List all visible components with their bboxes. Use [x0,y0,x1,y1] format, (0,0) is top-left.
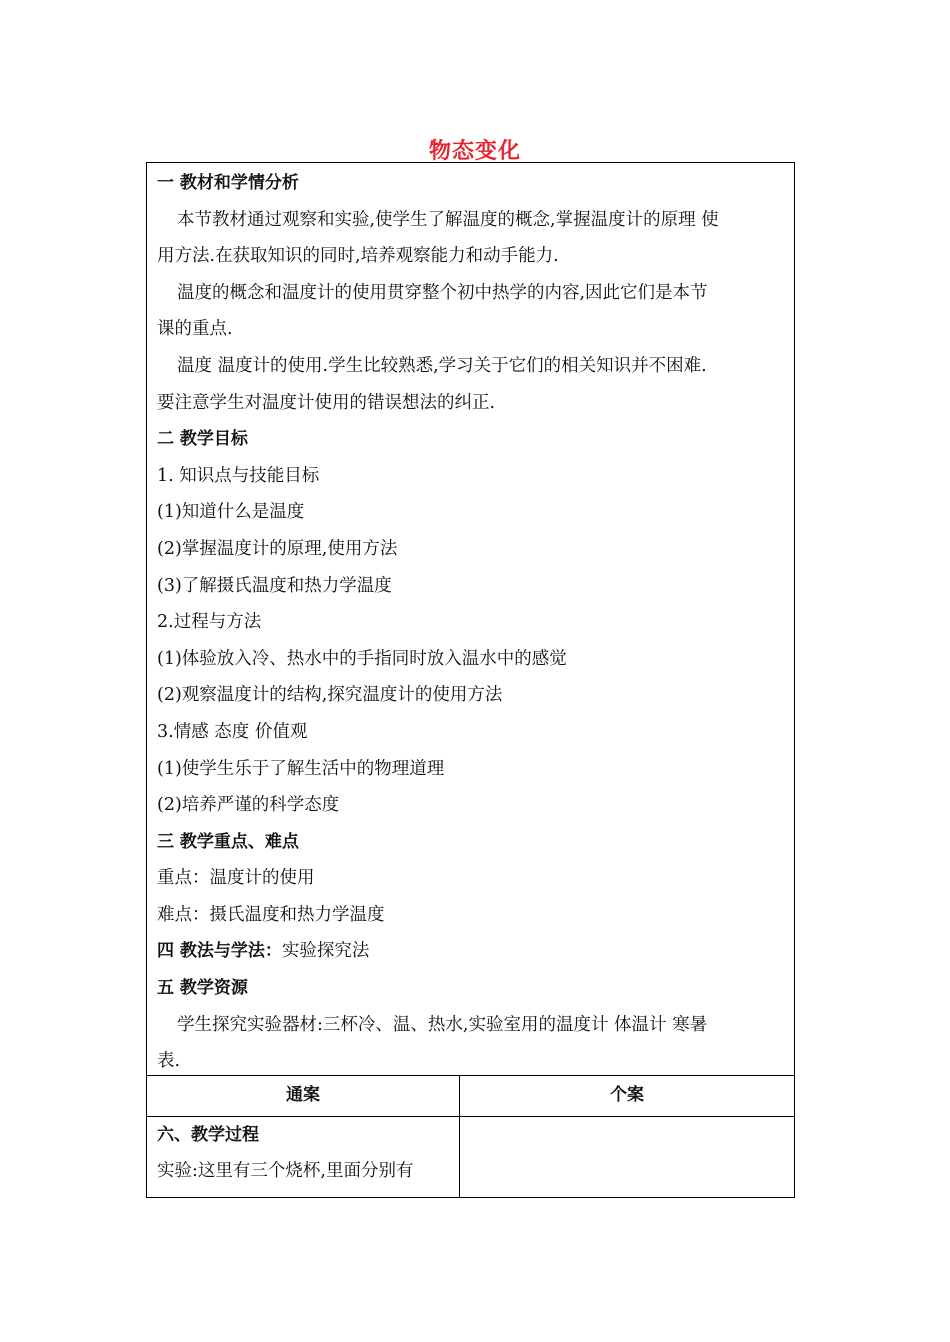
section4-value: 实验探究法 [281,941,370,962]
section1-p2-line1: 温度的概念和温度计的使用贯穿整个初中热学的内容,因此它们是本节 [177,282,708,303]
section6-text: 实验:这里有三个烧杯,里面分别有 [157,1161,414,1181]
goal-1-item-3: (3)了解摄氏温度和热力学温度 [157,575,392,596]
section4-line [157,933,784,970]
plan-columns [147,1076,794,1197]
goal-1-item-2: (2)掌握温度计的原理,使用方法 [157,538,398,559]
goal-1-item-1: (1)知道什么是温度 [157,502,305,523]
section6-heading: 六、教学过程 [157,1125,259,1145]
section1-heading: 一 教材和学情分析 [157,173,299,193]
goal-2: 2.过程与方法 [157,612,262,633]
goal-1: 1. 知识点与技能目标 [157,465,320,486]
common-plan-body [147,1117,459,1197]
goal-2-item-1: (1)体验放入冷、热水中的手指同时放入温水中的感觉 [157,648,567,669]
section1-p1-line2: 用方法.在获取知识的同时,培养观察能力和动手能力. [157,246,559,267]
difficult-point: 难点：摄氏温度和热力学温度 [157,904,385,925]
section5-line1: 学生探究实验器材:三杯冷、温、热水,实验室用的温度计 体温计 寒暑 [177,1014,708,1035]
analysis-cell [147,163,794,1076]
common-plan-header: 通案 [147,1076,459,1117]
goal-3: 3.情感 态度 价值观 [157,721,308,742]
individual-plan-header: 个案 [460,1076,794,1117]
section5-heading: 五 教学资源 [157,978,248,999]
section2-heading: 二 教学目标 [157,429,248,450]
section3-heading: 三 教学重点、难点 [157,831,299,852]
lesson-plan-table [146,162,795,1198]
individual-plan-body [460,1117,794,1197]
section1-p3-line2: 要注意学生对温度计使用的错误想法的纠正. [157,392,496,413]
goal-3-item-2: (2)培养严谨的科学态度 [157,795,340,816]
section5-line2: 表. [157,1051,181,1072]
key-point: 重点：温度计的使用 [157,868,315,889]
page-title: 物态变化 [428,139,521,164]
individual-plan-column [460,1076,794,1197]
section4-heading: 四 教法与学法： [157,941,282,962]
goal-3-item-1: (1)使学生乐于了解生活中的物理道理 [157,758,445,779]
section1-p3-line1: 温度 温度计的使用.学生比较熟悉,学习关于它们的相关知识并不困难. [177,355,707,376]
goal-2-item-2: (2)观察温度计的结构,探究温度计的使用方法 [157,685,503,706]
section1-p2-line2: 课的重点. [157,319,233,340]
common-plan-column [147,1076,460,1197]
section1-p1-line1: 本节教材通过观察和实验,使学生了解温度的概念,掌握温度计的原理 使 [177,209,719,230]
